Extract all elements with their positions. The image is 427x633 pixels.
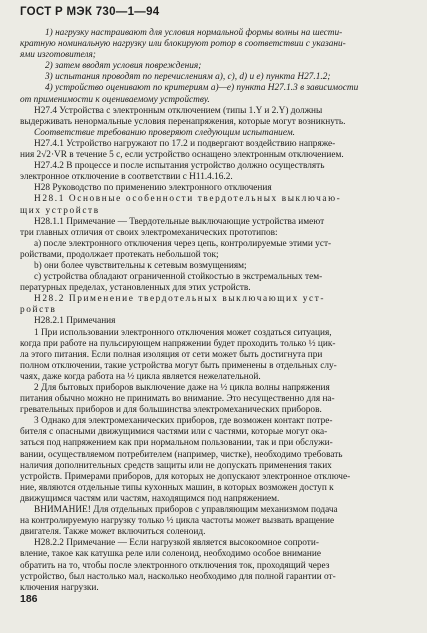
text-line: ВНИМАНИЕ! Для отдельных приборов с управляющим механизмом подача (34, 505, 338, 516)
text-line: когда при работе на пульсирующем напряжении будет проходить только ½ цик- (20, 338, 336, 349)
text-line: заться под напряжением как при нормальном пользовании, так и при обслужи- (20, 438, 333, 449)
page-number: 186 (20, 593, 38, 605)
text-line: на контролируемую нагрузку только ½ цикла частоты может вызвать вращение (20, 516, 335, 527)
text-line: электронное отключение в соответствии с H11.4.16.2. (20, 172, 233, 183)
text-line: бителя с опасными движущимися частями или с частями, которые могут ока- (20, 427, 328, 438)
text-line: чаях, даже когда работа на ½ цикла является нежелательной. (20, 371, 261, 382)
text-line: гревательных приборов и для большинства электромеханических приборов. (20, 405, 322, 416)
text-line: H28 Руководство по применению электронного отключения (34, 183, 272, 194)
text-line: H28.2 Применение твердотельных выключающих уст- (34, 294, 326, 305)
text-line: ние, являются отдельные типы кухонных машин, в которых возможен доступ к (20, 482, 334, 493)
text-line: H28.2.2 Примечание — Если нагрузкой является высокоомное сопроти- (34, 538, 319, 549)
text-line: ключения нагрузки. (20, 582, 99, 593)
page-header: ГОСТ Р МЭК 730—1—94 (20, 6, 160, 18)
text-line: обратить на то, чтобы после электронного отключения ток, проходящий через (20, 560, 330, 571)
text-line: три главных отличия от своих электромеханических прототипов: (20, 227, 278, 238)
text-line: от применимости к оцениваемому устройству. (20, 94, 210, 105)
text-line: вании, осуществляемом потребителем (например, чистке), необходимо требовать (20, 449, 343, 460)
text-line: ния 2√2·VR в течение 5 с, если устройство оснащено электронным отключением. (20, 150, 344, 161)
text-line: 3 Однако для электромеханических приборов, где возможен контакт потре- (34, 416, 333, 427)
text-line: кратную номинальную нагрузку или блокируют ротор в соответствии с указани- (20, 39, 346, 50)
text-line: 2) затем вводят условия повреждения; (45, 61, 202, 72)
text-line: Соответствие требованию проверяют следующим испытанием. (34, 127, 295, 138)
text-line: питания обычно можно не принимать во внимание. Это несущественно для на- (20, 394, 335, 405)
text-line: H27.4.2 В процессе и после испытания устройство должно осуществлять (34, 161, 325, 172)
text-line: H27.4 Устройства с электронным отключением (типы 1.Y и 2.Y) должны (34, 105, 323, 116)
text-line: а) после электронного отключения через цепь, контролируемые этими уст- (34, 238, 332, 249)
text-line: 1) нагрузку настраивают для условия нормальной формы волны на шести- (45, 28, 343, 38)
text-line: 2 Для бытовых приборов выключение даже на ½ цикла волны напряжения (34, 383, 330, 393)
text-line: ями изготовителя; (20, 50, 96, 61)
document-page (20, 6, 412, 594)
text-line: ройствами, продолжает протекать небольшой ток; (20, 249, 219, 260)
text-line: ла этого питания. Если полная изоляция от сети может быть достигнута при (20, 349, 323, 360)
text-line: H28.1 Основные особенности твердотельных выключаю- (34, 194, 342, 205)
text-line: полном отключении, такие устройства могут быть применены в отдельных слу- (20, 360, 337, 371)
text-line: с) устройства обладают ограниченной стойкостью в экстремальных тем- (34, 272, 323, 283)
text-line: 3) испытания проводят по перечислениям а), с), d) и е) пункта H27.1.2; (45, 72, 331, 83)
text-line: H28.2.1 Примечания (34, 316, 116, 327)
text-line: H27.4.1 Устройство нагружают по 17.2 и подвергают воздействию напряже- (34, 138, 336, 149)
text-line: 4) устройство оценивают по критериям а)—е) пункта H27.1.3 в зависимости (45, 83, 359, 94)
text-line: устройство, был настолько мал, насколько необходимо для полной гарантии от- (20, 571, 336, 582)
text-line: двигателя. Также может включиться соленоид. (20, 527, 206, 538)
text-line: наличия дополнительных средств защиты или не допускать применения таких (20, 460, 332, 471)
text-line: выдерживать ненормальные условия перенапряжения, которые могут возникнуть. (20, 116, 346, 127)
text-line: движущимся частям или частям, находящимся под напряжением. (20, 493, 280, 504)
text-line: щих устройств (20, 205, 100, 216)
text-line: b) они более чувствительны к сетевым возмущениям; (34, 260, 247, 271)
text-line: 1 При использовании электронного отключения может создаться ситуация, (34, 327, 332, 338)
text-line: вление, такое как катушка реле или соленоид, необходимо особое внимание (20, 549, 321, 560)
text-line: H28.1.1 Примечание — Твердотельные выключающие устройства имеют (34, 216, 325, 227)
text-line: пературных пределах, установленных для этих устройств. (20, 283, 251, 294)
text-line: устройств. Примерами приборов, для которых не допускают электронное отключе- (20, 471, 351, 482)
body-text (20, 28, 412, 594)
text-line: ройств (20, 305, 57, 316)
